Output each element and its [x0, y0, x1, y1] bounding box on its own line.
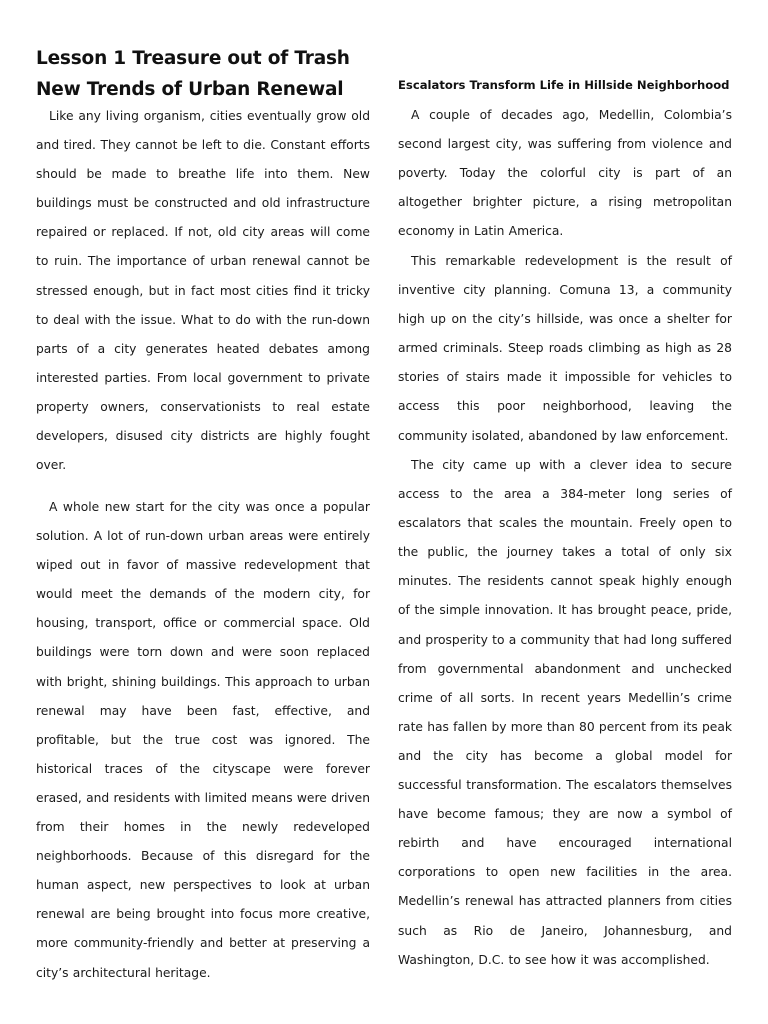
lesson-subtitle: New Trends of Urban Renewal — [36, 79, 344, 100]
left-paragraph-2 — [36, 493, 370, 988]
right-paragraph-3 — [398, 451, 732, 975]
article-heading: Escalators Transform Life in Hillside Neighborhood — [398, 78, 730, 92]
left-paragraph-2-text: A whole new start for the city was once a popular solution. A lot of run-down urban areas were entirely wiped out in favor of massive redevelopment that would meet the demands of the modern city, for housing, transport, office or commercial space. Old buildings were torn down and were soon replaced with bright, shining buildings. This approach to urban renewal may have been fast, effective, and profitable, but the true cost was ignored. The historical traces of the cityscape were forever erased, and residents with limited means were driven from their homes in the newly redeveloped neighborhoods. Because of this disregard for the human aspect, new perspectives to look at urban renewal are being brought into focus more creative, more community-friendly and better at preserving a city’s architectural heritage. — [36, 500, 370, 980]
left-paragraph-1 — [36, 102, 370, 480]
right-paragraph-1 — [398, 101, 732, 246]
right-paragraph-1-text: A couple of decades ago, Medellin, Colombia’s second largest city, was suffering from violence and poverty. Today the colorful city is part of an altogether brighter picture, a rising metropolitan economy in Latin America. — [398, 108, 732, 239]
left-paragraph-1-text: Like any living organism, cities eventually grow old and tired. They cannot be left to die. Constant efforts should be made to breathe life into them. New buildings must be constructed and old infrastructure repaired or replaced. If not, old city areas will come to ruin. The importance of urban renewal cannot be stressed enough, but in fact most cities find it tricky to deal with the issue. What to do with the run-down parts of a city generates heated debates among interested parties. From local government to private property owners, conservationists to real estate developers, disused city districts are highly fought over. — [36, 109, 370, 473]
right-paragraph-2-text: This remarkable redevelopment is the result of inventive city planning. Comuna 13, a community high up on the city’s hillside, was once a shelter for armed criminals. Steep roads climbing as high as 28 stories of stairs made it impossible for vehicles to access this poor neighborhood, leaving the community isolated, abandoned by law enforcement. — [398, 254, 732, 443]
lesson-title: Lesson 1 Treasure out of Trash — [36, 48, 350, 69]
right-paragraph-3-text: The city came up with a clever idea to secure access to the area a 384-meter long series of escalators that scales the mountain. Freely open to the public, the journey takes a total of only six minutes. The residents cannot speak highly enough of the simple innovation. It has brought peace, pride, and prosperity to a community that had long suffered from governmental abandonment and unchecked crime of all sorts. In recent years Medellin’s crime rate has fallen by more than 80 percent from its peak and the city has become a global model for successful transformation. The escalators themselves have become famous; they are now a symbol of rebirth and have encouraged international corporations to open new facilities in the area. Medellin’s renewal has attracted planners from cities such as Rio de Janeiro, Johannesburg, and Washington, D.C. to see how it was accomplished. — [398, 458, 732, 967]
right-paragraph-2 — [398, 247, 732, 451]
